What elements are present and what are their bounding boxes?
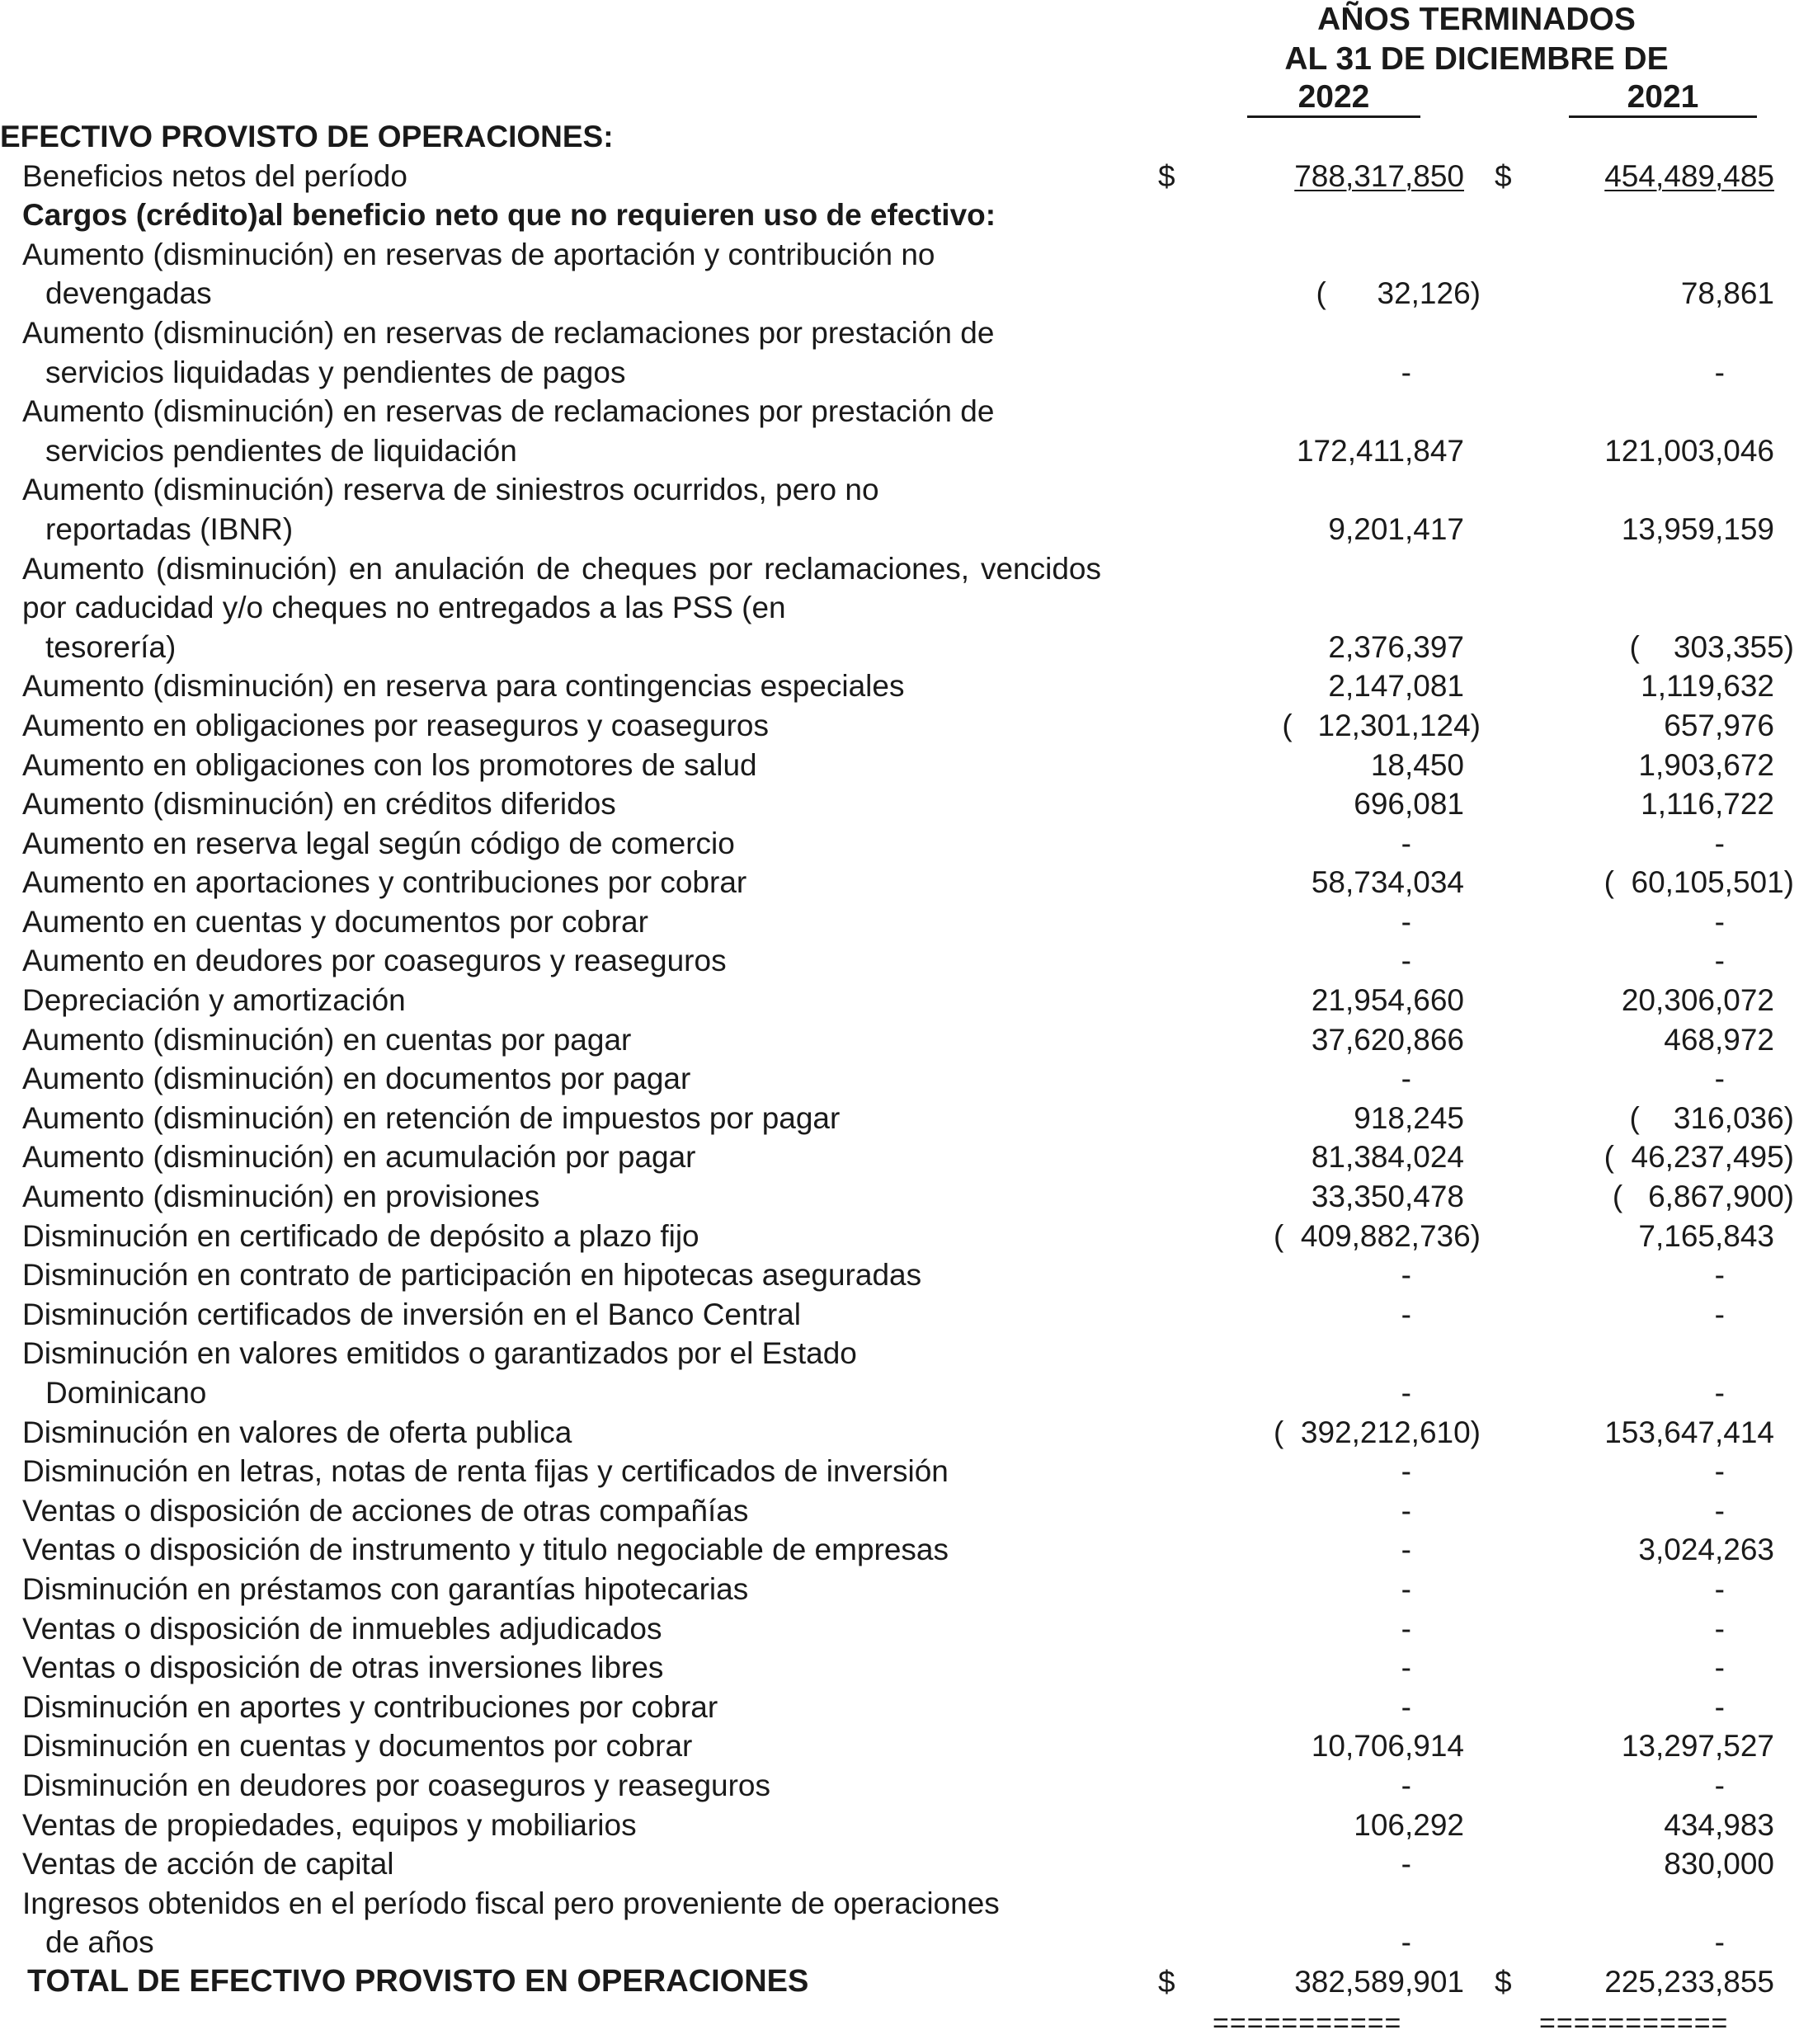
row-label-text: Disminución en cuentas y documentos por cobrar (22, 1729, 693, 1764)
row-label-text: Disminución en aportes y contribuciones por cobrar (22, 1689, 718, 1724)
value-2022: - (1401, 1062, 1411, 1096)
row-values (0, 353, 1799, 393)
header-line1: AÑOS TERMINADOS (1317, 2, 1636, 37)
row-label-text: TOTAL DE EFECTIVO PROVISTO EN OPERACIONES (27, 1963, 809, 1999)
row-label-text: Ventas o disposición de instrumento y titulo negociable de empresas (22, 1533, 949, 1567)
statement-row (0, 1217, 1799, 1256)
row-label-text: Disminución en deudores por coaseguros y reaseguros (22, 1768, 771, 1802)
statement-row (0, 784, 1799, 824)
value-2022: 33,350,478 (1311, 1180, 1464, 1214)
row-values (0, 1962, 1799, 2002)
header-line2: AL 31 DE DICIEMBRE DE (1284, 41, 1669, 77)
statement-row (0, 981, 1799, 1020)
statement-row (0, 235, 1799, 313)
value-2021: 3,024,263 (1638, 1533, 1774, 1567)
statement-row (0, 1688, 1799, 1727)
value-2022: ( 409,882,736) (1274, 1218, 1481, 1253)
row-values (0, 824, 1799, 864)
value-2021: - (1714, 1925, 1725, 1960)
value-2022: - (1401, 1493, 1411, 1528)
value-2022: - (1401, 826, 1411, 860)
value-2022: - (1401, 1689, 1411, 1724)
statement-row (0, 313, 1799, 392)
row-values (0, 1177, 1799, 1217)
value-2022: - (1401, 1297, 1411, 1331)
row-label-text: Aumento en deudores por coaseguros y reaseguros (22, 944, 727, 978)
row-values (0, 1255, 1799, 1295)
value-2022: - (1401, 1611, 1411, 1646)
row-label-text: Ingresos obtenidos en el período fiscal pero proveniente de operaciones (22, 1886, 1000, 1920)
row-label-text: Aumento (disminución) en créditos diferidos (22, 787, 616, 822)
statement-row (0, 706, 1799, 746)
statement-row (0, 1844, 1799, 1884)
row-values (0, 628, 1799, 667)
value-2022: - (1401, 1376, 1411, 1410)
row-values (0, 981, 1799, 1020)
row-label-text: Ventas de propiedades, equipos y mobiliarios (22, 1807, 637, 1842)
row-values (0, 274, 1799, 313)
row-label-text: Aumento (disminución) en reservas de reclamaciones por prestación de (22, 394, 995, 429)
statement-row (0, 1099, 1799, 1138)
value-2021: - (1714, 1571, 1725, 1606)
value-2022: 788,317,850 (1294, 158, 1464, 193)
row-label-text: Disminución en letras, notas de renta fijas y certificados de inversión (22, 1454, 949, 1489)
value-2022: 696,081 (1354, 787, 1464, 822)
row-values (0, 1059, 1799, 1099)
row-values (0, 1373, 1799, 1413)
row-values (0, 666, 1799, 706)
row-values (0, 431, 1799, 471)
row-values (0, 941, 1799, 981)
value-2021: ( 303,355) (1629, 629, 1794, 664)
double-rule-2021: =========== (1539, 2008, 1729, 2039)
value-2021: 1,116,722 (1641, 787, 1774, 822)
statement-row (0, 549, 1799, 667)
row-values (0, 1530, 1799, 1570)
row-values (0, 1452, 1799, 1491)
statement-row (0, 392, 1799, 470)
statement-row (0, 1570, 1799, 1609)
row-label-continuation: de años (45, 1925, 154, 1960)
value-2021: 13,959,159 (1621, 511, 1774, 546)
statement-row (0, 1609, 1799, 1649)
value-2021: 434,983 (1664, 1807, 1774, 1842)
row-values (0, 1570, 1799, 1609)
value-2021: - (1714, 355, 1725, 389)
row-values (0, 902, 1799, 942)
row-values (0, 784, 1799, 824)
row-values (0, 1413, 1799, 1453)
row-label-continuation: servicios pendientes de liquidación (45, 433, 517, 468)
value-2021: - (1714, 944, 1725, 978)
statement-row (0, 1884, 1799, 1962)
row-label-text: Disminución certificados de inversión en el Banco Central (22, 1297, 801, 1331)
value-2021: 1,119,632 (1641, 669, 1774, 704)
statement-row (0, 1137, 1799, 1177)
row-values (0, 1766, 1799, 1806)
row-label-text: Aumento (disminución) en reservas de reclamaciones por prestación de (22, 315, 995, 350)
statement-row (0, 666, 1799, 706)
row-values (0, 706, 1799, 746)
statement-row (0, 941, 1799, 981)
value-2021: 20,306,072 (1621, 983, 1774, 1018)
statement-row (0, 902, 1799, 942)
row-values (0, 157, 1799, 196)
row-label-text: Aumento (disminución) en cuentas por pagar (22, 1022, 632, 1057)
value-2022: - (1401, 1847, 1411, 1882)
row-label-text: Beneficios netos del período (22, 158, 407, 193)
row-label-text: Disminución en certificado de depósito a plazo fijo (22, 1218, 699, 1253)
row-label-text: Aumento (disminución) reserva de siniestros ocurridos, pero no (22, 473, 879, 507)
value-2022: ( 12,301,124) (1282, 708, 1481, 742)
statement-row (0, 1766, 1799, 1806)
value-2022: 21,954,660 (1311, 983, 1464, 1018)
row-label-text: Disminución en valores de oferta publica (22, 1415, 572, 1449)
total-row (0, 1962, 1799, 2002)
subheading-row (0, 195, 1799, 235)
value-2021: 657,976 (1664, 708, 1774, 742)
value-2021: - (1714, 1454, 1725, 1489)
value-2021: - (1714, 1297, 1725, 1331)
statement-row (0, 824, 1799, 864)
row-values (0, 1923, 1799, 1962)
row-values (0, 1491, 1799, 1531)
double-rule-2022: =========== (1213, 2008, 1402, 2039)
value-2022: - (1401, 1533, 1411, 1567)
statement-row (0, 1530, 1799, 1570)
value-2022: - (1401, 1258, 1411, 1293)
row-values (0, 1020, 1799, 1060)
row-label-text: Disminución en contrato de participación en hipotecas aseguradas (22, 1258, 922, 1293)
value-2022: - (1401, 355, 1411, 389)
value-2022: - (1401, 1768, 1411, 1802)
row-values (0, 1806, 1799, 1845)
row-values (0, 1099, 1799, 1138)
currency-symbol: $ (1495, 1964, 1512, 1999)
value-2021: - (1714, 1768, 1725, 1802)
row-label-text: Aumento en reserva legal según código de comercio (22, 826, 735, 860)
row-values (0, 1609, 1799, 1649)
row-label-text: Aumento (disminución) en reservas de aportación y contribución no (22, 237, 935, 271)
value-2022: 918,245 (1354, 1100, 1464, 1135)
value-2022: - (1401, 1651, 1411, 1685)
row-label-text: Aumento en aportaciones y contribuciones por cobrar (22, 865, 747, 900)
value-2022: 18,450 (1370, 747, 1464, 782)
value-2021: 1,903,672 (1638, 747, 1774, 782)
row-label-text: Aumento en obligaciones con los promotores de salud (22, 747, 757, 782)
statement-row (0, 1334, 1799, 1412)
currency-symbol: $ (1158, 1964, 1175, 1999)
statement-row (0, 1255, 1799, 1295)
row-label-text: Ventas o disposición de otras inversiones libres (22, 1651, 664, 1685)
section-heading (0, 117, 1799, 157)
value-2021: - (1714, 904, 1725, 939)
statement-row (0, 863, 1799, 902)
value-2021: ( 60,105,501) (1604, 865, 1794, 900)
value-2021: - (1714, 1258, 1725, 1293)
value-2021: 225,233,855 (1604, 1964, 1774, 1999)
value-2021: 153,647,414 (1604, 1415, 1774, 1449)
value-2022: ( 392,212,610) (1274, 1415, 1481, 1449)
row-label-text: Aumento (disminución) en provisiones (22, 1180, 540, 1214)
value-2022: 172,411,847 (1296, 433, 1464, 468)
value-2021: - (1714, 1651, 1725, 1685)
row-label-text: Depreciación y amortización (22, 983, 406, 1018)
value-2022: 2,147,081 (1328, 669, 1464, 704)
row-label-text: Aumento (disminución) en acumulación por pagar (22, 1140, 696, 1175)
value-2022: 81,384,024 (1311, 1140, 1464, 1175)
statement-row (0, 470, 1799, 549)
cash-flow-table (0, 117, 1799, 2002)
row-values (0, 863, 1799, 902)
value-2022: - (1401, 1925, 1411, 1960)
row-label-continuation: tesorería) (45, 629, 177, 664)
value-2021: 121,003,046 (1604, 433, 1774, 468)
statement-row (0, 1491, 1799, 1531)
value-2021: ( 316,036) (1629, 1100, 1794, 1135)
row-label-text: Cargos (crédito)al beneficio neto que no requieren uso de efectivo: (22, 198, 996, 233)
row-label-text: Disminución en préstamos con garantías hipotecarias (22, 1571, 749, 1606)
row-values (0, 1648, 1799, 1688)
row-label-text: Aumento (disminución) en documentos por pagar (22, 1062, 691, 1096)
value-2021: 468,972 (1664, 1022, 1774, 1057)
row-label-continuation: Dominicano (45, 1376, 207, 1410)
row-label-text: Disminución en valores emitidos o garantizados por el Estado (22, 1336, 857, 1371)
value-2021: 454,489,485 (1604, 158, 1774, 193)
value-2022: 382,589,901 (1294, 1964, 1464, 1999)
value-2022: - (1401, 1454, 1411, 1489)
row-values (0, 1844, 1799, 1884)
value-2021: ( 6,867,900) (1612, 1180, 1794, 1214)
row-label-continuation: reportadas (IBNR) (45, 511, 294, 546)
value-2022: 9,201,417 (1328, 511, 1464, 546)
header-title (1155, 0, 1798, 79)
row-label-continuation: devengadas (45, 276, 212, 311)
value-2022: 37,620,866 (1311, 1022, 1464, 1057)
statement-row (0, 1452, 1799, 1491)
value-2022: - (1401, 944, 1411, 978)
value-2021: - (1714, 826, 1725, 860)
currency-symbol: $ (1158, 158, 1175, 193)
row-label-text: Aumento en cuentas y documentos por cobrar (22, 904, 648, 939)
row-label-text: EFECTIVO PROVISTO DE OPERACIONES: (0, 120, 614, 153)
statement-row (0, 1177, 1799, 1217)
value-2021: - (1714, 1689, 1725, 1724)
statement-row (0, 1413, 1799, 1453)
value-2022: 2,376,397 (1328, 629, 1464, 664)
statement-row (0, 1726, 1799, 1766)
row-values (0, 1295, 1799, 1335)
statement-row (0, 157, 1799, 196)
statement-row (0, 1020, 1799, 1060)
year-2022-header: 2022 (1247, 79, 1420, 118)
value-2022: ( 32,126) (1316, 276, 1481, 311)
row-label-text: Aumento (disminución) en reserva para contingencias especiales (22, 669, 905, 704)
value-2021: - (1714, 1062, 1725, 1096)
currency-symbol: $ (1495, 158, 1512, 193)
row-label-continuation: servicios liquidadas y pendientes de pagos (45, 355, 626, 389)
row-label-text: Aumento (disminución) en retención de impuestos por pagar (22, 1100, 841, 1135)
row-values (0, 1726, 1799, 1766)
row-values (0, 117, 1799, 157)
value-2022: 106,292 (1354, 1807, 1464, 1842)
value-2021: ( 46,237,495) (1604, 1140, 1794, 1175)
value-2022: - (1401, 904, 1411, 939)
value-2021: 13,297,527 (1621, 1729, 1774, 1764)
statement-row (0, 1059, 1799, 1099)
row-values (0, 195, 1799, 235)
row-values (0, 1217, 1799, 1256)
row-label-text: Ventas o disposición de inmuebles adjudicados (22, 1611, 662, 1646)
row-label-text: Aumento en obligaciones por reaseguros y coaseguros (22, 708, 770, 742)
value-2022: 58,734,034 (1311, 865, 1464, 900)
row-label-text: Ventas de acción de capital (22, 1847, 394, 1882)
statement-row (0, 746, 1799, 785)
row-values (0, 510, 1799, 549)
value-2021: - (1714, 1376, 1725, 1410)
row-values (0, 1688, 1799, 1727)
value-2021: - (1714, 1611, 1725, 1646)
row-label-text: Ventas o disposición de acciones de otras compañías (22, 1493, 749, 1528)
statement-row (0, 1806, 1799, 1845)
value-2021: 7,165,843 (1638, 1218, 1774, 1253)
row-values (0, 1137, 1799, 1177)
value-2022: - (1401, 1571, 1411, 1606)
statement-row (0, 1648, 1799, 1688)
row-label-text: Aumento (disminución) en anulación de cheques por reclamaciones, vencidos por caducidad y/o cheques no entregados a las PSS (en (22, 551, 1101, 625)
year-2021-header: 2021 (1569, 79, 1757, 118)
value-2021: - (1714, 1493, 1725, 1528)
value-2021: 830,000 (1664, 1847, 1774, 1882)
value-2022: 10,706,914 (1311, 1729, 1464, 1764)
row-values (0, 746, 1799, 785)
statement-row (0, 1295, 1799, 1335)
value-2021: 78,861 (1680, 276, 1774, 311)
